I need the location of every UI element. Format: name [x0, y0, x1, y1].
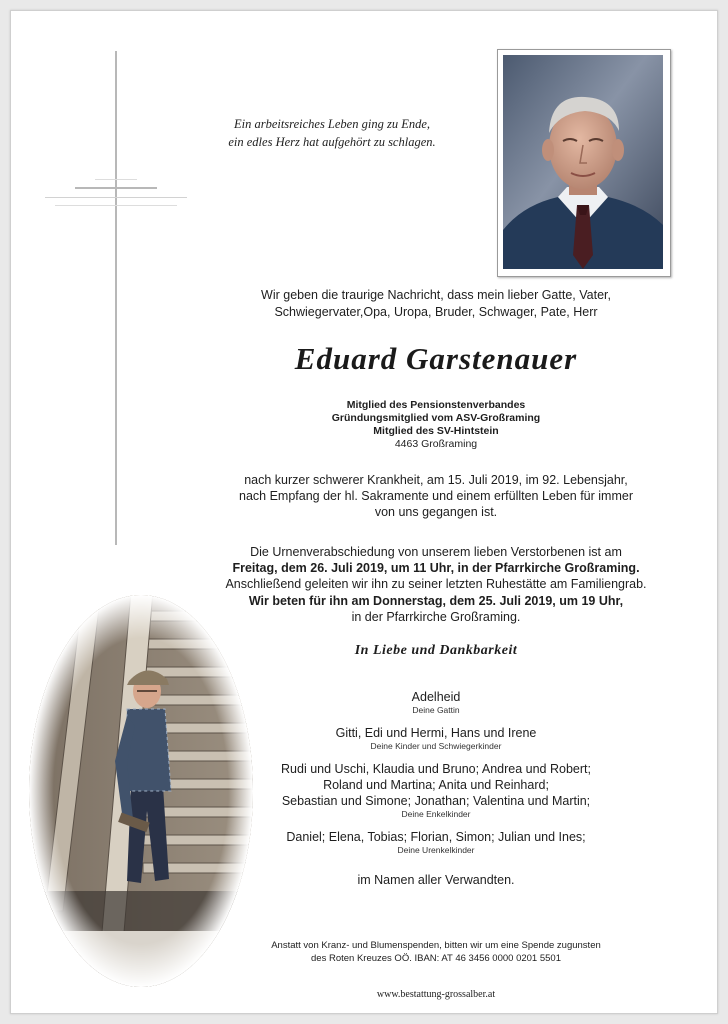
mourner-names: Adelheid — [411, 690, 461, 704]
mourner-names: Sebastian und Simone; Jonathan; Valentina und Martin; — [281, 794, 591, 808]
portrait-image — [503, 55, 663, 269]
death-notice — [211, 472, 661, 520]
ceremony-line: Anschließend geleiten wir ihn zu seiner letzten Ruhestätte am Familiengrab. — [225, 577, 647, 591]
mourner-group — [201, 725, 671, 752]
address: 4463 Großraming — [394, 438, 478, 450]
ceremony-date: Freitag, dem 26. Juli 2019, um 11 Uhr, in der Pfarrkirche Großraming. — [232, 561, 640, 575]
mourners-list — [201, 689, 671, 865]
mourner-names: Daniel; Elena, Tobias; Florian, Simon; Julian und Ines; — [286, 830, 586, 844]
family-note: im Namen aller Verwandten. — [357, 873, 515, 887]
intro-text — [211, 287, 661, 321]
intro-line: Wir geben die traurige Nachricht, dass mein lieber Gatte, Vater, — [261, 288, 611, 302]
death-notice-line: nach Empfang der hl. Sakramente und einem erfüllten Leben für immer — [239, 489, 633, 503]
mourner-group — [201, 689, 671, 716]
deceased-name: Eduard Garstenauer — [294, 341, 578, 376]
portrait-photo — [497, 49, 671, 277]
death-notice-line: von uns gegangen ist. — [374, 505, 498, 519]
ceremony-info — [191, 544, 681, 592]
prayer-date: Wir beten für ihn am Donnerstag, dem 25. Juli 2019, um 19 Uhr, — [248, 594, 624, 608]
membership-line: Mitglied des SV-Hintstein — [373, 425, 499, 437]
prayer-info — [211, 593, 661, 625]
obituary-page — [10, 10, 718, 1014]
mourner-relation: Deine Urenkelkinder — [397, 845, 475, 855]
motto-line: Ein arbeitsreiches Leben ging zu Ende, — [233, 117, 431, 131]
mourner-relation: Deine Enkelkinder — [401, 809, 471, 819]
mourner-group — [201, 829, 671, 856]
intro-line: Schwiegervater,Opa, Uropa, Bruder, Schwager, Pate, Herr — [274, 305, 598, 319]
membership-line: Gründungsmitglied vom ASV-Großraming — [331, 412, 541, 424]
mourner-names: Gitti, Edi und Hermi, Hans und Irene — [335, 726, 537, 740]
motto-line: ein edles Herz hat aufgehört zu schlagen. — [228, 135, 436, 149]
stairs-photo — [23, 591, 263, 991]
funeral-home-website: www.bestattung-grossalber.at — [376, 989, 496, 1000]
mourner-relation: Deine Kinder und Schwiegerkinder — [370, 741, 502, 751]
ceremony-line: Die Urnenverabschiedung von unserem lieben Verstorbenen ist am — [250, 545, 622, 559]
donation-line: Anstatt von Kranz- und Blumenspenden, bitten wir um eine Spende zugunsten — [271, 940, 601, 951]
mourner-relation: Deine Gattin — [412, 705, 460, 715]
mourner-names: Roland und Martina; Anita und Reinhard; — [323, 778, 549, 792]
prayer-line: in der Pfarrkirche Großraming. — [351, 610, 521, 624]
death-notice-line: nach kurzer schwerer Krankheit, am 15. Juli 2019, im 92. Lebensjahr, — [244, 473, 628, 487]
donation-line: des Roten Kreuzes OÖ. IBAN: AT 46 3456 0000 0201 5501 — [311, 953, 561, 964]
memberships — [211, 399, 661, 451]
thanks-heading: In Liebe und Dankbarkeit — [354, 643, 518, 658]
donation-note — [211, 939, 661, 965]
mourner-names: Rudi und Uschi, Klaudia und Bruno; Andrea und Robert; — [281, 762, 591, 776]
motto — [207, 115, 457, 151]
mourner-group — [201, 761, 671, 820]
membership-line: Mitglied des Pensionstenverbandes — [346, 399, 526, 411]
